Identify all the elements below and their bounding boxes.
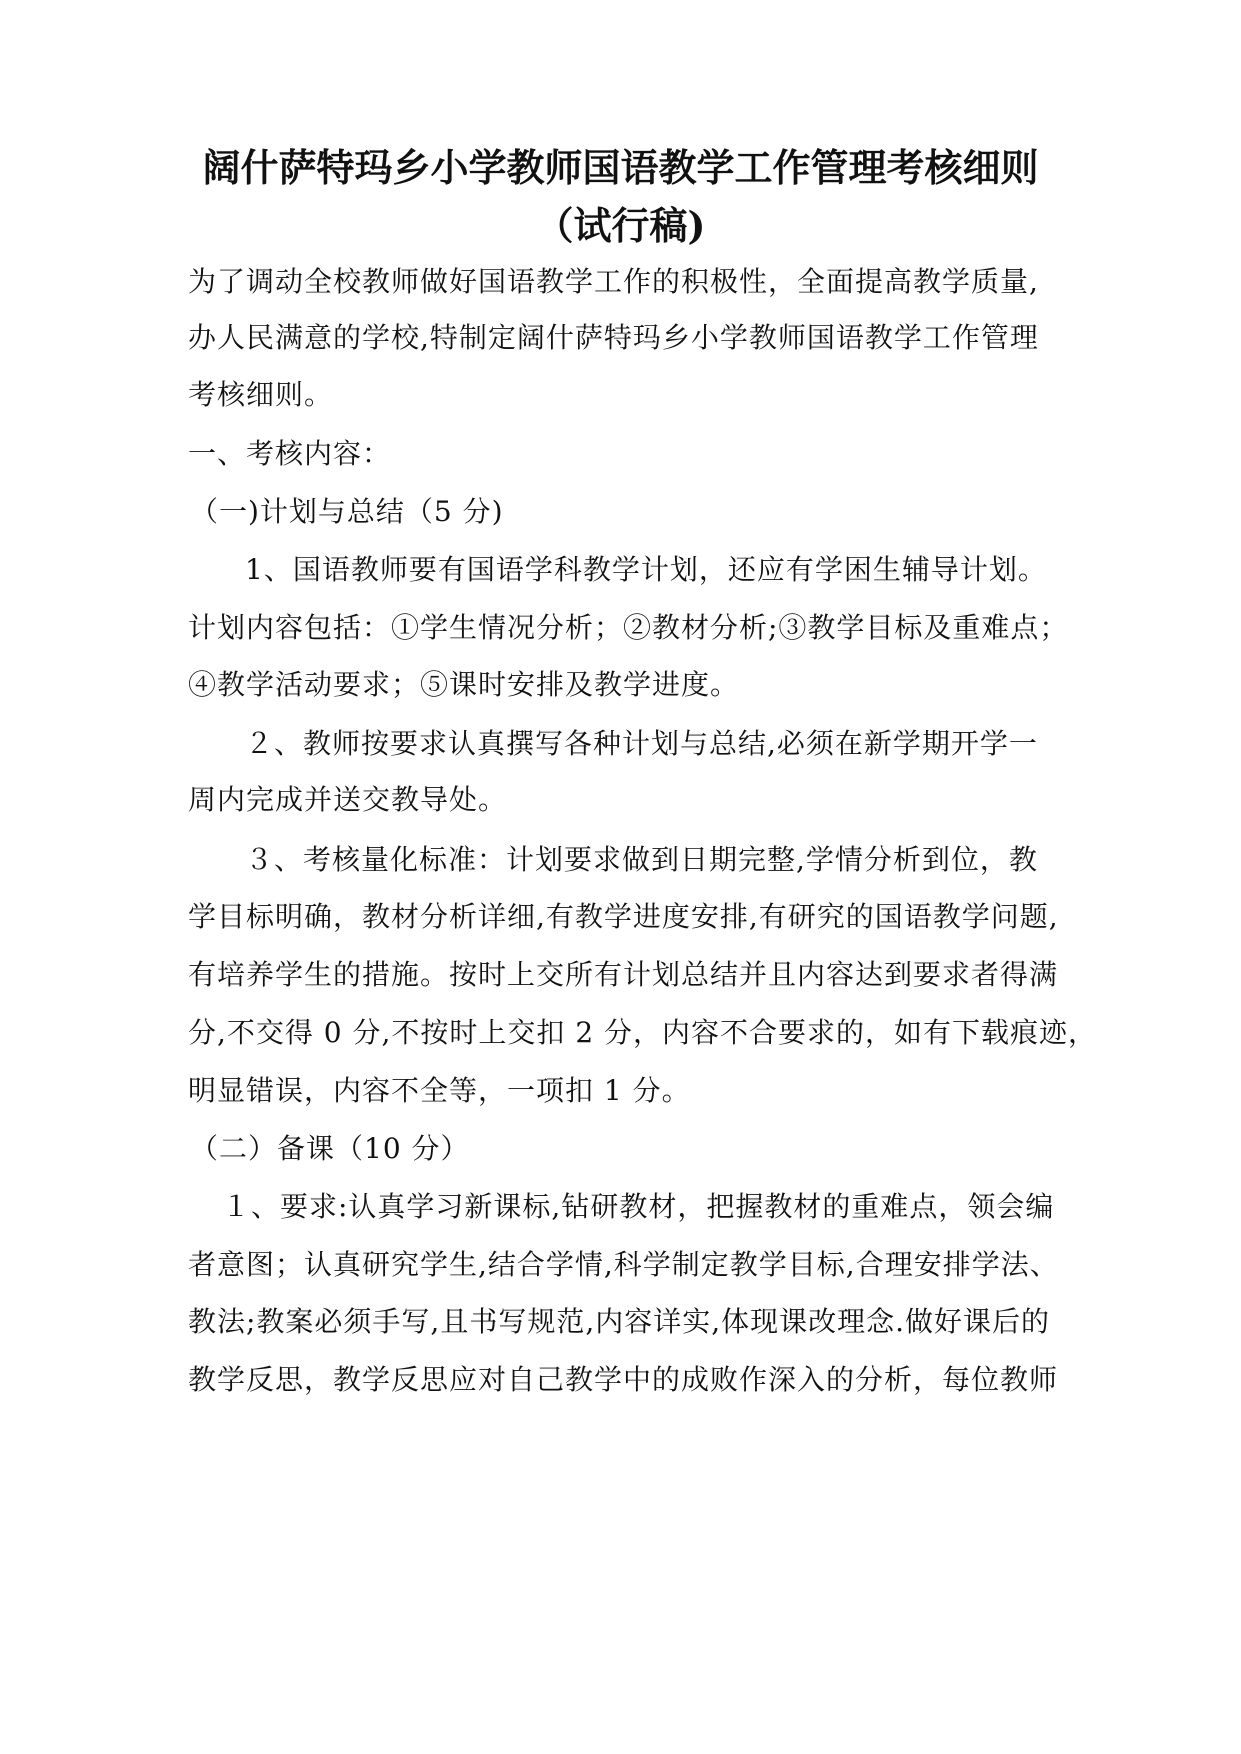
subsection-heading: （二）备课（10 分） [190, 1132, 470, 1165]
body-line: 办人民满意的学校,特制定阔什萨特玛乡小学教师国语教学工作管理 [188, 321, 1039, 354]
section-heading: 一、考核内容： [188, 437, 392, 470]
body-line: ３、考核量化标准：计划要求做到日期完整,学情分析到位，教 [245, 843, 1038, 876]
subsection-heading: （一)计划与总结（5 分) [190, 495, 504, 528]
body-line: 明显错误，内容不全等，一项扣 1 分。 [188, 1074, 691, 1107]
body-line: 计划内容包括：①学生情况分析；②教材分析;③教学目标及重难点； [188, 611, 1069, 644]
body-line: 分,不交得 0 分,不按时上交扣 2 分，内容不合要求的，如有下载痕迹， [188, 1016, 1098, 1049]
body-line: 考核细则。 [188, 378, 334, 411]
body-line: 者意图；认真研究学生,结合学情,科学制定教学目标,合理安排学法、 [188, 1248, 1059, 1281]
body-line: １、要求:认真学习新课标,钻研教材，把握教材的重难点，领会编 [222, 1190, 1055, 1223]
body-line: 为了调动全校教师做好国语教学工作的积极性，全面提高教学质量, [188, 265, 1039, 298]
body-line: 教学反思，教学反思应对自己教学中的成败作深入的分析，每位教师 [188, 1363, 1059, 1396]
document-subtitle: （试行稿) [535, 203, 706, 248]
body-line: 有培养学生的措施。按时上交所有计划总结并且内容达到要求者得满 [188, 958, 1059, 991]
body-line: 学目标明确，教材分析详细,有教学进度安排,有研究的国语教学问题, [188, 900, 1059, 933]
body-line: ２、教师按要求认真撰写各种计划与总结,必须在新学期开学一 [245, 727, 1038, 760]
body-line: 周内完成并送交教导处。 [188, 783, 508, 816]
body-line: ④教学活动要求；⑤课时安排及教学进度。 [188, 668, 740, 701]
document-title: 阔什萨特玛乡小学教师国语教学工作管理考核细则 [202, 145, 1039, 190]
body-line: 1、国语教师要有国语学科教学计划，还应有学困生辅导计划。 [245, 553, 1047, 586]
body-line: 教法;教案必须手写,且书写规范,内容详实,体现课改理念.做好课后的 [188, 1305, 1051, 1338]
